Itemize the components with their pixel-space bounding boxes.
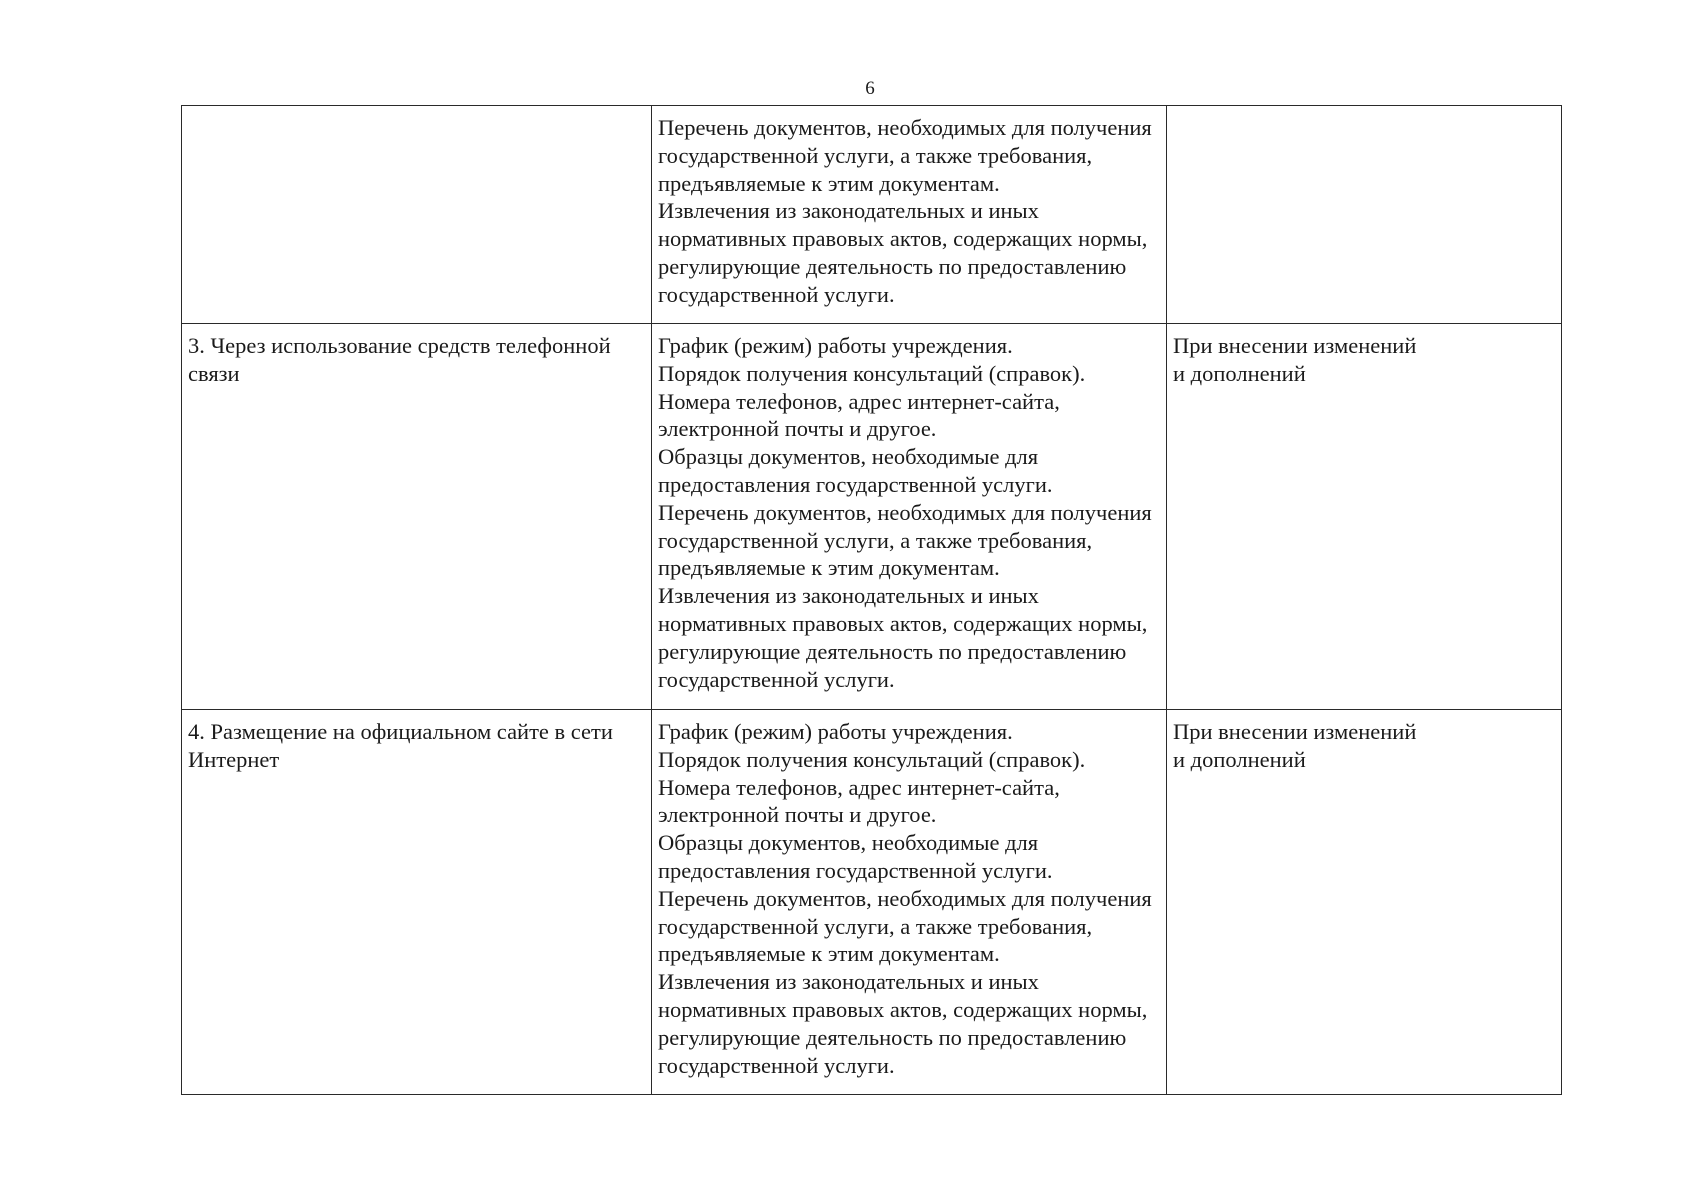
text-line: 4. Размещение на официальном сайте в сети <box>188 719 613 744</box>
text-line: Образцы документов, необходимые для <box>658 830 1039 856</box>
text-line: предоставления государственной услуги. <box>658 857 1053 883</box>
text-line: Извлечения из законодательных и иных <box>658 198 1039 224</box>
method-cell <box>182 106 652 324</box>
text-line: Перечень документов, необходимых для получения <box>658 885 1152 911</box>
text-line: предоставления государственной услуги. <box>658 471 1053 497</box>
table-row <box>182 324 1562 710</box>
timing-text <box>1173 718 1555 774</box>
text-line: Извлечения из законодательных и иных <box>658 969 1039 995</box>
text-line: нормативных правовых актов, содержащих нормы, <box>658 226 1148 252</box>
text-line: предъявляемые к этим документам. <box>658 170 1000 196</box>
method-text <box>188 332 645 388</box>
info-table <box>181 105 1562 1095</box>
text-line: государственной услуги. <box>658 666 895 692</box>
text-line: Перечень документов, необходимых для получения <box>658 499 1152 525</box>
method-cell <box>182 324 652 710</box>
text-line: электронной почты и другое. <box>658 802 937 828</box>
page-number: 6 <box>865 78 875 99</box>
content-text <box>658 114 1160 309</box>
text-line: нормативных правовых актов, содержащих нормы, <box>658 610 1148 636</box>
content-cell <box>652 710 1167 1095</box>
text-line: Перечень документов, необходимых для получения <box>658 115 1152 140</box>
text-line: График (режим) работы учреждения. <box>658 333 1013 358</box>
text-line: государственной услуги, а также требования, <box>658 913 1093 939</box>
content-cell <box>652 106 1167 324</box>
text-line: регулирующие деятельность по предоставлению <box>658 1024 1127 1050</box>
text-line: Интернет <box>188 746 280 772</box>
text-line: связи <box>188 360 240 386</box>
content-cell <box>652 324 1167 710</box>
text-line: государственной услуги. <box>658 1052 895 1078</box>
content-text <box>658 332 1160 693</box>
text-line: и дополнений <box>1173 360 1306 386</box>
method-cell <box>182 710 652 1095</box>
text-line: При внесении изменений <box>1173 719 1417 744</box>
text-line: государственной услуги, а также требования, <box>658 142 1093 168</box>
text-line: регулирующие деятельность по предоставлению <box>658 253 1127 279</box>
text-line: График (режим) работы учреждения. <box>658 719 1013 744</box>
text-line: При внесении изменений <box>1173 333 1417 358</box>
method-text <box>188 718 645 774</box>
text-line: и дополнений <box>1173 746 1306 772</box>
content-text <box>658 718 1160 1079</box>
text-line: Порядок получения консультаций (справок). <box>658 746 1086 772</box>
table-row <box>182 710 1562 1095</box>
timing-cell <box>1167 106 1562 324</box>
table-row <box>182 106 1562 324</box>
text-line: 3. Через использование средств телефонной <box>188 333 611 358</box>
timing-cell <box>1167 324 1562 710</box>
text-line: Номера телефонов, адрес интернет-сайта, <box>658 388 1060 414</box>
text-line: нормативных правовых актов, содержащих нормы, <box>658 996 1148 1022</box>
text-line: государственной услуги. <box>658 281 895 307</box>
timing-text <box>1173 332 1555 388</box>
timing-cell <box>1167 710 1562 1095</box>
text-line: предъявляемые к этим документам. <box>658 555 1000 581</box>
text-line: Номера телефонов, адрес интернет-сайта, <box>658 774 1060 800</box>
text-line: Образцы документов, необходимые для <box>658 444 1039 470</box>
text-line: Порядок получения консультаций (справок). <box>658 360 1086 386</box>
text-line: Извлечения из законодательных и иных <box>658 583 1039 609</box>
text-line: регулирующие деятельность по предоставлению <box>658 638 1127 664</box>
text-line: предъявляемые к этим документам. <box>658 941 1000 967</box>
text-line: электронной почты и другое. <box>658 416 937 442</box>
text-line: государственной услуги, а также требования, <box>658 527 1093 553</box>
